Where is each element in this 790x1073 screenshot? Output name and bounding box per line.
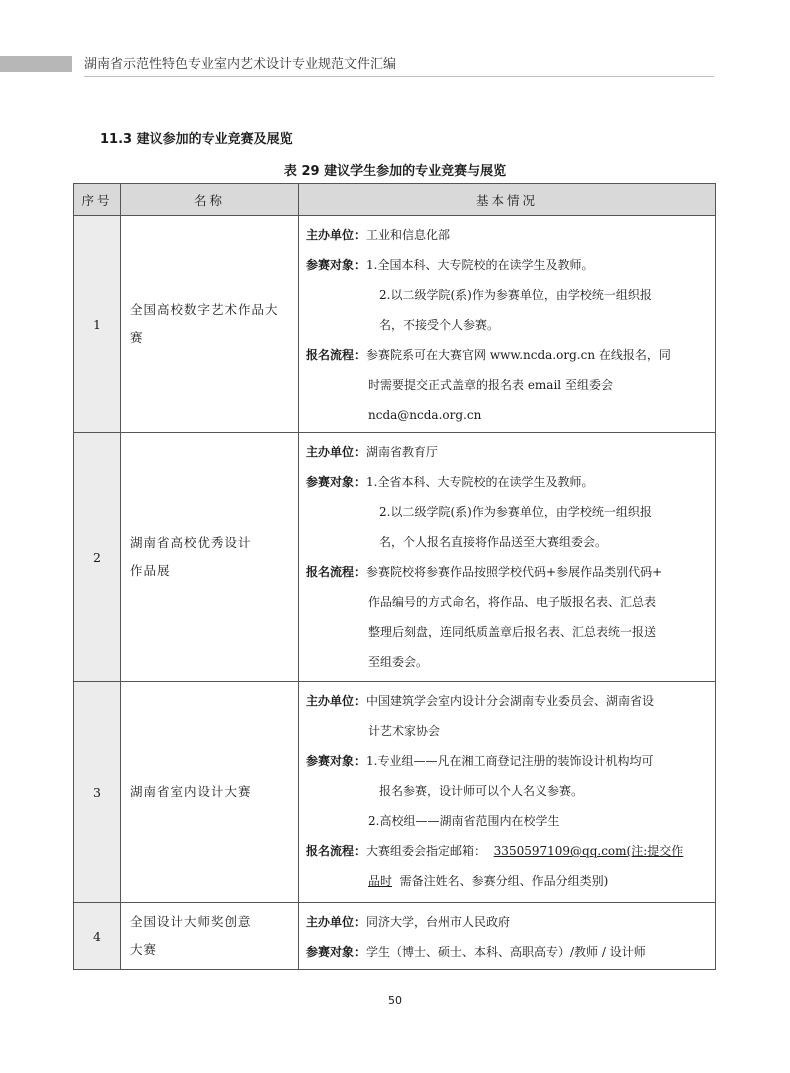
row-no: 3 [74, 682, 121, 903]
row-name-line: 作品展 [130, 563, 171, 578]
row-info [299, 903, 716, 970]
host-value: 湖南省教育厅 [366, 445, 439, 459]
table-caption: 表 29 建议学生参加的专业竞赛与展览 [283, 164, 507, 179]
row-no: 1 [74, 216, 121, 433]
table-row [74, 682, 716, 903]
row-info [299, 682, 716, 903]
process-prefix: 大赛组委会指定邮箱： [366, 844, 487, 858]
header-name: 名称 [121, 184, 299, 216]
process-tail: 需备注姓名、参赛分组、作品分组类别) [399, 874, 609, 888]
target-line: 2.以二级学院(系)作为参赛单位，由学校统一组织报 [379, 288, 652, 302]
process-label: 报名流程： [306, 348, 367, 362]
row-name-line: 湖南省高校优秀设计 [130, 535, 252, 550]
table-row [74, 216, 716, 433]
host-label: 主办单位： [306, 228, 367, 242]
section-title: 11.3 建议参加的专业竞赛及展览 [100, 132, 293, 147]
host-label: 主办单位： [306, 915, 367, 929]
process-line: 参赛院系可在大赛官网 www.ncda.org.cn 在线报名，同 [366, 348, 671, 362]
target-line: 1.专业组——凡在湘工商登记注册的装饰设计机构均可 [366, 754, 654, 768]
host-label: 主办单位： [306, 694, 367, 708]
target-label: 参赛对象： [306, 754, 367, 768]
target-label: 参赛对象： [306, 258, 367, 272]
email-link[interactable]: 3350597109@qq.com(注:提交作 [493, 844, 684, 858]
target-line: 2.以二级学院(系)作为参赛单位，由学校统一组织报 [379, 505, 652, 519]
header-info: 基本情况 [299, 184, 716, 216]
process-line: 参赛院校将参赛作品按照学校代码+参展作品类别代码+ [366, 565, 663, 579]
target-line: 名，个人报名直接将作品送至大赛组委会。 [379, 535, 608, 549]
target-line: 1.全国本科、大专院校的在读学生及教师。 [366, 258, 594, 272]
competition-table [73, 183, 716, 970]
target-line: 名，不接受个人参赛。 [379, 318, 500, 332]
process-line: 整理后刻盘，连同纸质盖章后报名表、汇总表统一报送 [368, 625, 657, 639]
row-no: 2 [74, 433, 121, 682]
row-name-line: 全国设计大师奖创意 [130, 914, 252, 929]
page-number: 50 [388, 994, 402, 1007]
table-row [74, 903, 716, 970]
process-label: 报名流程： [306, 844, 367, 858]
target-value: 学生（博士、硕士、本科、高职高专）/教师 / 设计师 [366, 945, 646, 959]
target-line: 2.高校组——湖南省范围内在校学生 [368, 814, 560, 828]
target-label: 参赛对象： [306, 945, 367, 959]
header-bar [0, 56, 72, 72]
row-info [299, 216, 716, 433]
process-line: ncda@ncda.org.cn [368, 408, 482, 422]
host-value: 同济大学，台州市人民政府 [366, 915, 511, 929]
running-header: 湖南省示范性特色专业室内艺术设计专业规范文件汇编 [84, 56, 714, 77]
table-row [74, 433, 716, 682]
row-name: 湖南省室内设计大赛 [121, 682, 299, 903]
process-line: 时需要提交正式盖章的报名表 email 至组委会 [368, 378, 613, 392]
host-value: 计艺术家协会 [368, 724, 441, 738]
target-label: 参赛对象： [306, 475, 367, 489]
header-no: 序号 [74, 184, 121, 216]
host-label: 主办单位： [306, 445, 367, 459]
target-line: 报名参赛，设计师可以个人名义参赛。 [379, 784, 584, 798]
table-header-row [74, 184, 716, 216]
host-value: 工业和信息化部 [366, 228, 451, 242]
host-value: 中国建筑学会室内设计分会湖南专业委员会、湖南省设 [366, 694, 655, 708]
process-line: 作品编号的方式命名，将作品、电子版报名表、汇总表 [368, 595, 657, 609]
row-name-line: 大赛 [130, 942, 158, 957]
row-name: 全国高校数字艺术作品大赛 [121, 216, 299, 433]
process-label: 报名流程： [306, 565, 367, 579]
email-link-continued[interactable]: 品时 [368, 874, 393, 888]
target-line: 1.全省本科、大专院校的在读学生及教师。 [366, 475, 594, 489]
row-name [121, 433, 299, 682]
row-info [299, 433, 716, 682]
process-line: 至组委会。 [368, 655, 429, 669]
row-name [121, 903, 299, 970]
row-no: 4 [74, 903, 121, 970]
